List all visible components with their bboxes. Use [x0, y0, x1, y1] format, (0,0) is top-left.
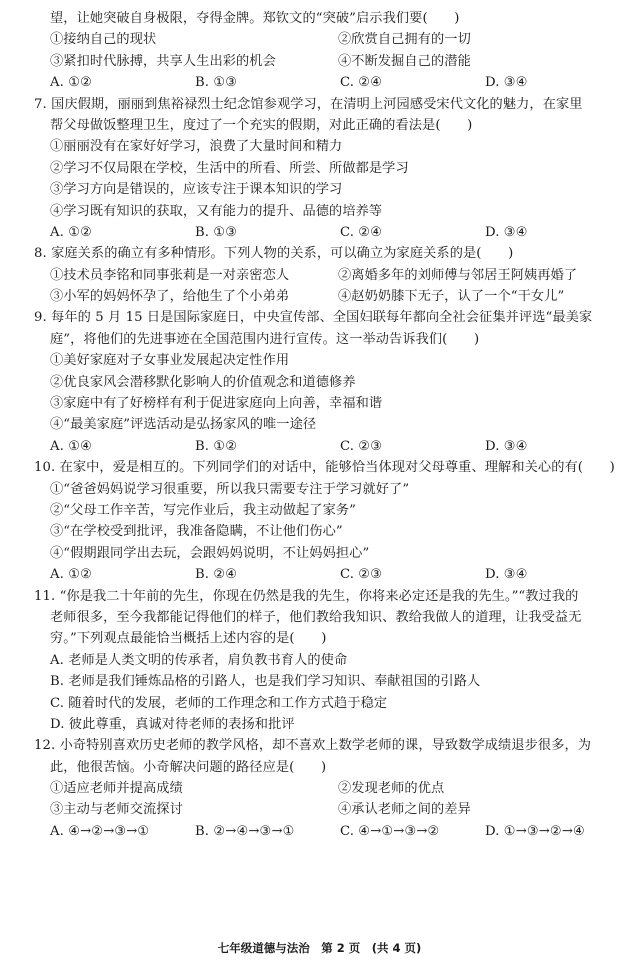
statement-4: ④不断发掘自己的潜能: [338, 53, 471, 69]
option-a[interactable]: A. ①④: [50, 438, 93, 454]
statement-row: [34, 51, 630, 72]
statement-4: ④“假期跟同学出去玩，会跟妈妈说明，不让妈妈担心”: [50, 545, 370, 561]
option-b[interactable]: B. ①②: [195, 438, 238, 454]
statement-1: ①适应老师并提高成绩: [50, 781, 183, 797]
statement-3: ③紧扣时代脉搏，共享人生出彩的机会: [50, 53, 276, 69]
option-d[interactable]: D. ③④: [485, 75, 528, 91]
statement-row: [34, 799, 630, 820]
answer-options: [34, 436, 630, 457]
option-a[interactable]: A. 老师是人类文明的传承者，肩负教书育人的使命: [50, 652, 348, 668]
statement-2: ②优良家风会潜移默化影响人的价值观念和道德修养: [50, 374, 356, 390]
option-b[interactable]: B. 老师是我们锤炼品格的引路人，也是我们学习知识、奉献祖国的引路人: [50, 674, 481, 690]
option-a[interactable]: A. ①②: [50, 224, 93, 240]
statement-3: ③家庭中有了好榜样有利于促进家庭向上向善，幸福和谐: [50, 396, 383, 412]
question-9-stem: 9. 每年的 5 月 15 日是国际家庭日，中央宣传部、全国妇联每年都向全社会征集并评选“最美家: [34, 310, 593, 326]
answer-options: [34, 564, 630, 585]
statement-row: [34, 29, 630, 50]
statement-4: ④学习既有知识的获取，又有能力的提升、品德的培养等: [50, 203, 383, 219]
statement-row: [34, 286, 630, 307]
option-d[interactable]: D. ③④: [485, 567, 528, 583]
statement-3: ③学习方向是错误的，应该专注于课本知识的学习: [50, 182, 343, 198]
option-c[interactable]: C. ②③: [340, 567, 383, 583]
statement-2: ②学习不仅局限在学校，生活中的所看、所尝、所做都是学习: [50, 160, 409, 176]
question-12-stem: 12. 小奇特别喜欢历史老师的教学风格，却不喜欢上数学老师的课，导致数学成绩退步很多，为: [34, 738, 592, 754]
option-d[interactable]: D. 彼此尊重，真诚对待老师的表扬和批评: [50, 716, 295, 732]
option-c[interactable]: C. ②④: [340, 224, 383, 240]
question-10-stem: 10. 在家中，爱是相互的。下列同学们的对话中，能够恰当体现对父母尊重、理解和关心的有( ): [34, 460, 615, 476]
question-12-stem-cont: 此，他很苦恼。小奇解决问题的路径应是( ): [50, 759, 327, 775]
question-7-stem: 7. 国庆假期，丽丽到焦裕禄烈士纪念馆参观学习，在清明上河园感受宋代文化的魅力，在家里: [34, 96, 583, 112]
statement-2: ②“父母工作辛苦，写完作业后，我主动做起了家务”: [50, 502, 357, 518]
statement-2: ②离婚多年的刘师傅与邻居王阿姨再婚了: [338, 267, 578, 283]
statement-1: ①接纳自己的现状: [50, 32, 157, 48]
option-a[interactable]: A. ①②: [50, 567, 93, 583]
question-8-stem: 8. 家庭关系的确立有多种情形。下列人物的关系，可以确立为家庭关系的是( ): [34, 246, 514, 262]
question-11-stem-cont: 穷。”下列观点最能恰当概括上述内容的是( ): [50, 631, 327, 647]
statement-3: ③“在学校受到批评，我准备隐瞒，不让他们伤心”: [50, 524, 343, 540]
option-d[interactable]: D. ③④: [485, 224, 528, 240]
option-b[interactable]: B. ②④: [195, 567, 238, 583]
statement-4: ④“最美家庭”评选活动是弘扬家风的唯一途径: [50, 417, 317, 433]
statement-1: ①“爸爸妈妈说学习很重要，所以我只需要专注于学习就好了”: [50, 481, 410, 497]
option-d[interactable]: D. ③④: [485, 438, 528, 454]
question-11-stem-cont: 老师很多，至今我都能记得他们的样子，他们教给我知识、教给我做人的道理，让我受益无: [50, 609, 582, 625]
statement-row: [34, 265, 630, 286]
option-b[interactable]: B. ①③: [195, 75, 238, 91]
page-footer: 七年级道德与法治 第 2 页 (共 4 页): [217, 941, 422, 955]
option-a[interactable]: A. ①②: [50, 75, 93, 91]
statement-3: ③小军的妈妈怀孕了，给他生了个小弟弟: [50, 289, 290, 305]
option-b[interactable]: B. ①③: [195, 224, 238, 240]
question-11-stem: 11. “你是我二十年前的先生，你现在仍然是我的先生，你将来必定还是我的先生。”“教过我的: [34, 588, 579, 604]
question-7-stem-cont: 帮父母做饭整理卫生，度过了一个充实的假期，对此正确的看法是( ): [50, 117, 473, 133]
statement-3: ③主动与老师交流探讨: [50, 802, 183, 818]
answer-options: [34, 821, 630, 842]
exam-page: [34, 8, 630, 842]
statement-2: ②欣赏自己拥有的一切: [338, 32, 471, 48]
option-b[interactable]: B. ②→④→③→①: [195, 823, 295, 839]
option-a[interactable]: A. ④→②→③→①: [50, 823, 150, 839]
option-c[interactable]: C. ②④: [340, 75, 383, 91]
answer-options: [34, 222, 630, 243]
statement-1: ①美好家庭对子女事业发展起决定性作用: [50, 353, 290, 369]
statement-1: ①丽丽没有在家好好学习，浪费了大量时间和精力: [50, 139, 343, 155]
option-c[interactable]: C. ②③: [340, 438, 383, 454]
question-stem: 望，让她突破自身极限，夺得金牌。郑钦文的“突破”启示我们要( ): [50, 11, 460, 26]
statement-4: ④承认老师之间的差异: [338, 802, 471, 818]
statement-1: ①技术员李铭和同事张莉是一对亲密恋人: [50, 267, 290, 283]
statement-row: [34, 778, 630, 799]
statement-2: ②发现老师的优点: [338, 781, 445, 797]
answer-options: [34, 72, 630, 93]
option-c[interactable]: C. 随着时代的发展，老师的工作理念和工作方式趋于稳定: [50, 695, 388, 711]
option-d[interactable]: D. ①→③→②→④: [485, 823, 585, 839]
option-c[interactable]: C. ④→①→③→②: [340, 823, 440, 839]
question-9-stem-cont: 庭”，将他们的先进事迹在全国范围内进行宣传。这一举动告诉我们( ): [50, 331, 480, 347]
statement-4: ④赵奶奶膝下无子，认了一个“干女儿”: [338, 289, 565, 305]
